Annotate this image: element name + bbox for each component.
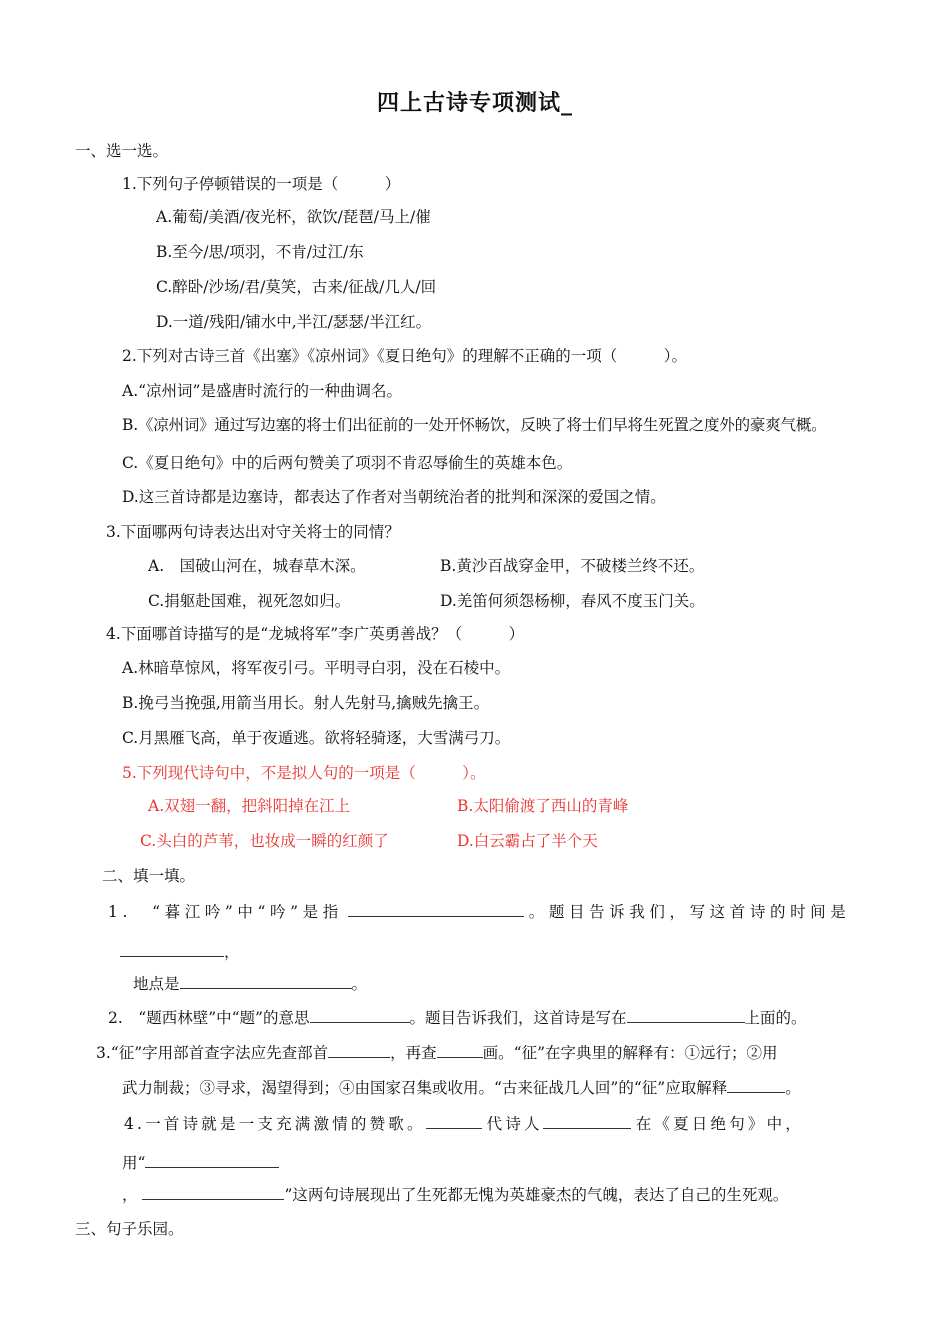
question-5-option-c[interactable]: C.头白的芦苇，也妆成一瞬的红颜了	[140, 832, 389, 850]
question-1-option-d[interactable]: D.一道/残阳/铺水中,半江/瑟瑟/半江红。	[156, 313, 432, 331]
question-1-stem: 1.下列句子停顿错误的一项是（ ）	[122, 175, 401, 193]
fill-question-4-line2	[122, 1151, 279, 1174]
fill-question-1-line1	[108, 900, 850, 923]
question-2-option-d[interactable]: D.这三首诗都是边塞诗，都表达了作者对当朝统治者的批判和深深的爱国之情。	[122, 488, 666, 506]
question-4-option-c[interactable]: C.月黑雁飞高，单于夜遁逃。欲将轻骑逐，大雪满弓刀。	[122, 729, 511, 747]
fill-blank-3-2[interactable]	[437, 1041, 483, 1058]
fill-question-2-text-b: 。题目告诉我们，这首诗是写在	[409, 1009, 627, 1027]
section-heading-2: 二、填一填。	[102, 867, 196, 885]
question-2-option-a[interactable]: A.“凉州词”是盛唐时流行的一种曲调名。	[122, 382, 402, 400]
question-5-option-b[interactable]: B.太阳偷渡了西山的青峰	[457, 797, 629, 815]
fill-question-1-text-a: 1. “暮江吟”中“吟”是指	[108, 903, 343, 921]
fill-question-3-text-a: 3.“征”字用部首查字法应先查部首	[96, 1044, 329, 1062]
fill-blank-2-1[interactable]	[310, 1006, 410, 1023]
fill-question-4-line3	[122, 1183, 788, 1206]
fill-question-2-text-a: 2. “题西林壁”中“题”的意思	[108, 1009, 310, 1027]
fill-blank-1-1[interactable]	[348, 900, 524, 917]
fill-blank-4-1[interactable]	[426, 1112, 482, 1129]
question-3-option-d[interactable]: D.羌笛何须怨杨柳，春风不度玉门关。	[440, 592, 705, 610]
fill-question-4-text-e: ，	[122, 1186, 138, 1204]
fill-question-1-comma: ，	[224, 943, 240, 961]
page-title: 四上古诗专项测试_	[376, 90, 573, 116]
question-1-option-c[interactable]: C.醉卧/沙场/君/莫笑，古来/征战/几人/回	[156, 278, 437, 296]
fill-question-4-text-b: 代诗人	[486, 1115, 543, 1133]
fill-question-3-text-c: 画。“征”在字典里的解释有：①远行；②用	[482, 1044, 778, 1062]
fill-blank-3-1[interactable]	[328, 1041, 390, 1058]
fill-question-3-end: 。	[785, 1079, 801, 1097]
fill-question-1-line3	[133, 972, 367, 995]
fill-question-1-text-c: 地点是	[133, 975, 180, 993]
fill-question-3-line1	[96, 1041, 778, 1064]
question-1-option-b[interactable]: B.至今/思/项羽，不肯/过江/东	[156, 243, 364, 261]
question-4-option-b[interactable]: B.挽弓当挽强,用箭当用长。射人先射马,擒贼先擒王。	[122, 694, 490, 712]
question-3-option-b[interactable]: B.黄沙百战穿金甲，不破楼兰终不还。	[440, 557, 705, 575]
fill-blank-4-4[interactable]	[142, 1183, 284, 1200]
fill-question-4-text-f: ”这两句诗展现出了生死都无愧为英雄豪杰的气魄，表达了自己的生死观。	[284, 1186, 789, 1204]
question-4-option-a[interactable]: A.林暗草惊风，将军夜引弓。平明寻白羽，没在石棱中。	[122, 659, 511, 677]
fill-question-1-text-b: 。题目告诉我们，写这首诗的时间是	[528, 903, 851, 921]
fill-blank-1-3[interactable]	[180, 972, 352, 989]
question-2-option-b[interactable]: B.《凉州词》通过写边塞的将士们出征前的一处开怀畅饮，反映了将士们早将生死置之度外的豪爽气概。	[122, 416, 827, 434]
fill-question-4-text-d: 用“	[122, 1154, 146, 1172]
fill-question-3-text-b: ，再查	[390, 1044, 437, 1062]
fill-question-3-text-d: 武力制裁；③寻求，渴望得到；④由国家召集或收用。“古来征战几人回”的“征”应取解释	[122, 1079, 728, 1097]
fill-blank-3-3[interactable]	[727, 1076, 785, 1093]
fill-question-2-text-c: 上面的。	[744, 1009, 807, 1027]
fill-blank-4-3[interactable]	[145, 1151, 279, 1168]
question-5-option-d[interactable]: D.白云霸占了半个天	[457, 832, 598, 850]
question-3-stem: 3.下面哪两句诗表达出对守关将士的同情？	[106, 523, 400, 541]
fill-blank-1-2[interactable]	[120, 940, 224, 957]
question-3-option-a[interactable]: A. 国破山河在，城春草木深。	[148, 557, 366, 575]
fill-question-1-line2	[120, 940, 240, 963]
question-2-stem: 2.下列对古诗三首《出塞》《凉州词》《夏日绝句》的理解不正确的一项（ ）。	[122, 347, 688, 365]
fill-question-4-text-a: 4.一首诗就是一支充满激情的赞歌。	[124, 1115, 426, 1133]
fill-blank-2-2[interactable]	[627, 1006, 745, 1023]
fill-question-4-line1	[124, 1112, 804, 1135]
section-heading-3: 三、句子乐园。	[75, 1220, 184, 1238]
question-1-option-a[interactable]: A.葡萄/美酒/夜光杯，欲饮/琵琶/马上/催	[156, 208, 431, 226]
question-3-option-c[interactable]: C.捐躯赴国难，视死忽如归。	[148, 592, 351, 610]
fill-question-4-text-c: 在《夏日绝句》中，	[635, 1115, 804, 1133]
fill-question-3-line2	[122, 1076, 801, 1099]
section-heading-1: 一、选一选。	[75, 142, 169, 160]
question-5-stem: 5.下列现代诗句中，不是拟人句的一项是（ ）。	[122, 764, 486, 782]
fill-blank-4-2[interactable]	[543, 1112, 631, 1129]
question-5-option-a[interactable]: A.双翅一翻，把斜阳掉在江上	[148, 797, 351, 815]
fill-question-1-end: 。	[351, 975, 368, 993]
question-2-option-c[interactable]: C.《夏日绝句》中的后两句赞美了项羽不肯忍辱偷生的英雄本色。	[122, 454, 573, 472]
fill-question-2	[108, 1006, 807, 1029]
question-4-stem: 4.下面哪首诗描写的是“龙城将军”李广英勇善战？（ ）	[106, 625, 525, 643]
